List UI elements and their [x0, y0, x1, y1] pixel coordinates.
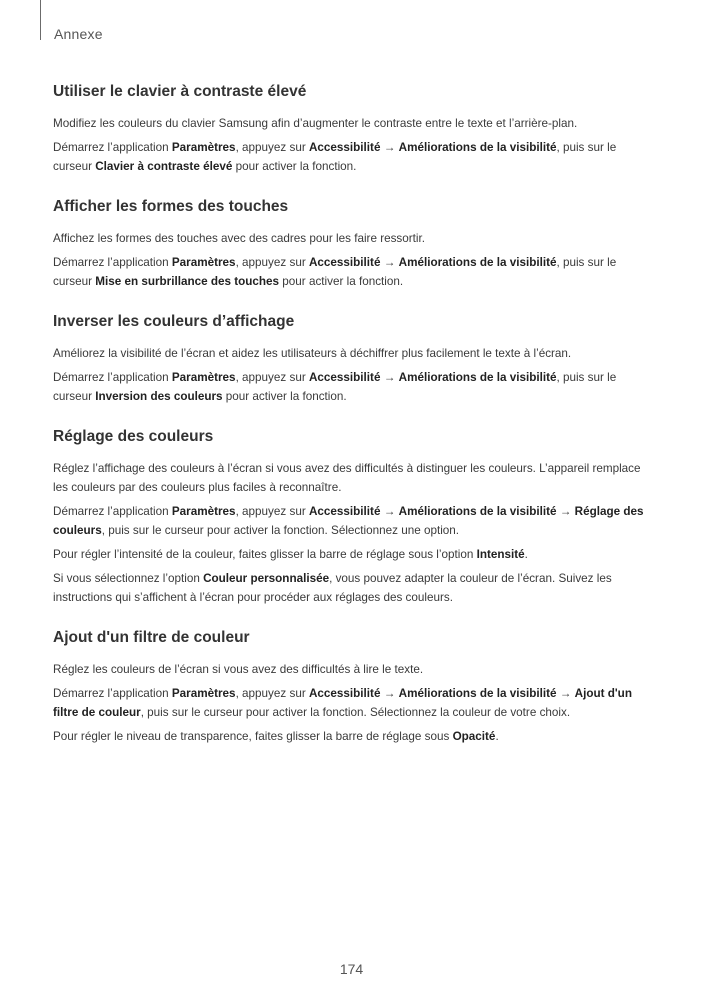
- paragraph: [53, 138, 653, 176]
- paragraph: [53, 684, 653, 722]
- bold-term: Couleur personnalisée: [203, 572, 330, 585]
- text-run: .: [495, 730, 499, 743]
- text-run: Modifiez les couleurs du clavier Samsung afin d’augmenter le contraste entre le texte et l’arrière-plan.: [53, 117, 578, 130]
- section-title: Afficher les formes des touches: [53, 198, 289, 215]
- bold-term: Mise en surbrillance des touches: [95, 275, 280, 288]
- paragraph: [53, 344, 653, 363]
- bold-term: Inversion des couleurs: [95, 390, 223, 403]
- section-key-shapes: [53, 197, 653, 291]
- text-run: →: [380, 141, 399, 154]
- section-title: Ajout d'un filtre de couleur: [53, 629, 250, 646]
- text-run: pour activer la fonction.: [232, 160, 357, 173]
- bold-term: Améliorations de la visibilité: [398, 687, 557, 700]
- section-color-adjustment: [53, 427, 653, 607]
- text-run: , puis sur le curseur: [53, 141, 617, 173]
- text-run: →: [556, 687, 575, 700]
- document-body: [53, 82, 653, 767]
- text-run: Démarrez l’application: [53, 505, 172, 518]
- bold-term: Améliorations de la visibilité: [398, 141, 557, 154]
- paragraph: [53, 253, 653, 291]
- section-color-filter: [53, 628, 653, 746]
- bold-term: Paramètres: [171, 687, 236, 700]
- text-run: Pour régler le niveau de transparence, faites glisser la barre de réglage sous: [53, 730, 453, 743]
- bold-term: Accessibilité: [308, 371, 381, 384]
- text-run: Si vous sélectionnez l’option: [53, 572, 204, 585]
- paragraph: [53, 229, 653, 248]
- paragraph: [53, 545, 653, 564]
- paragraph: [53, 727, 653, 746]
- text-run: →: [556, 505, 575, 518]
- text-run: , appuyez sur: [235, 371, 309, 384]
- text-run: Démarrez l’application: [53, 141, 172, 154]
- bold-term: Paramètres: [171, 505, 236, 518]
- paragraph: [53, 502, 653, 540]
- bold-term: Opacité: [452, 730, 496, 743]
- text-run: pour activer la fonction.: [279, 275, 404, 288]
- section-title: Réglage des couleurs: [53, 428, 214, 445]
- page-number: 174: [339, 961, 364, 977]
- section-high-contrast-keyboard: [53, 82, 653, 176]
- text-run: , puis sur le curseur: [53, 371, 617, 403]
- bold-term: Ajout d'un filtre de couleur: [53, 687, 632, 719]
- bold-term: Paramètres: [171, 371, 236, 384]
- text-run: Réglez les couleurs de l’écran si vous avez des difficultés à lire le texte.: [53, 663, 424, 676]
- text-run: Réglez l’affichage des couleurs à l’écran si vous avez des difficultés à distinguer les couleurs. L’appareil remplace les couleurs par des couleurs plus faciles à reconnaître.: [53, 462, 641, 494]
- paragraph: [53, 114, 653, 133]
- text-run: , appuyez sur: [235, 141, 309, 154]
- bold-term: Paramètres: [171, 256, 236, 269]
- text-run: , appuyez sur: [235, 505, 309, 518]
- paragraph: [53, 569, 653, 607]
- text-run: Pour régler l’intensité de la couleur, faites glisser la barre de réglage sous l’option: [53, 548, 477, 561]
- bold-term: Accessibilité: [308, 141, 381, 154]
- section-title: Utiliser le clavier à contraste élevé: [53, 83, 307, 100]
- text-run: , vous pouvez adapter la couleur de l’écran. Suivez les instructions qui s’affichent à l’écran pour procéder aux réglages des couleurs.: [53, 572, 612, 604]
- text-run: Démarrez l’application: [53, 256, 172, 269]
- text-run: →: [380, 256, 399, 269]
- bold-term: Paramètres: [171, 141, 236, 154]
- text-run: , puis sur le curseur pour activer la fonction. Sélectionnez une option.: [101, 524, 460, 537]
- text-run: Démarrez l’application: [53, 687, 172, 700]
- text-run: →: [380, 687, 399, 700]
- header-rule: [40, 0, 41, 40]
- bold-term: Accessibilité: [308, 256, 381, 269]
- text-run: →: [380, 371, 399, 384]
- bold-term: Améliorations de la visibilité: [398, 371, 557, 384]
- text-run: , puis sur le curseur pour activer la fonction. Sélectionnez la couleur de votre choix.: [140, 706, 571, 719]
- bold-term: Améliorations de la visibilité: [398, 256, 557, 269]
- paragraph: [53, 368, 653, 406]
- section-title: Inverser les couleurs d’affichage: [53, 313, 295, 330]
- bold-term: Clavier à contraste élevé: [95, 160, 233, 173]
- text-run: Améliorez la visibilité de l’écran et aidez les utilisateurs à déchiffrer plus facilement le texte à l’écran.: [53, 347, 572, 360]
- text-run: pour activer la fonction.: [222, 390, 347, 403]
- text-run: Démarrez l’application: [53, 371, 172, 384]
- text-run: , puis sur le curseur: [53, 256, 617, 288]
- text-run: .: [524, 548, 528, 561]
- bold-term: Intensité: [476, 548, 525, 561]
- paragraph: [53, 660, 653, 679]
- bold-term: Accessibilité: [308, 687, 381, 700]
- section-invert-colors: [53, 312, 653, 406]
- header-section-label: Annexe: [54, 26, 103, 42]
- text-run: , appuyez sur: [235, 256, 309, 269]
- text-run: , appuyez sur: [235, 687, 309, 700]
- bold-term: Accessibilité: [308, 505, 381, 518]
- bold-term: Réglage des couleurs: [53, 505, 644, 537]
- text-run: →: [380, 505, 399, 518]
- text-run: Affichez les formes des touches avec des cadres pour les faire ressortir.: [53, 232, 426, 245]
- paragraph: [53, 459, 653, 497]
- bold-term: Améliorations de la visibilité: [398, 505, 557, 518]
